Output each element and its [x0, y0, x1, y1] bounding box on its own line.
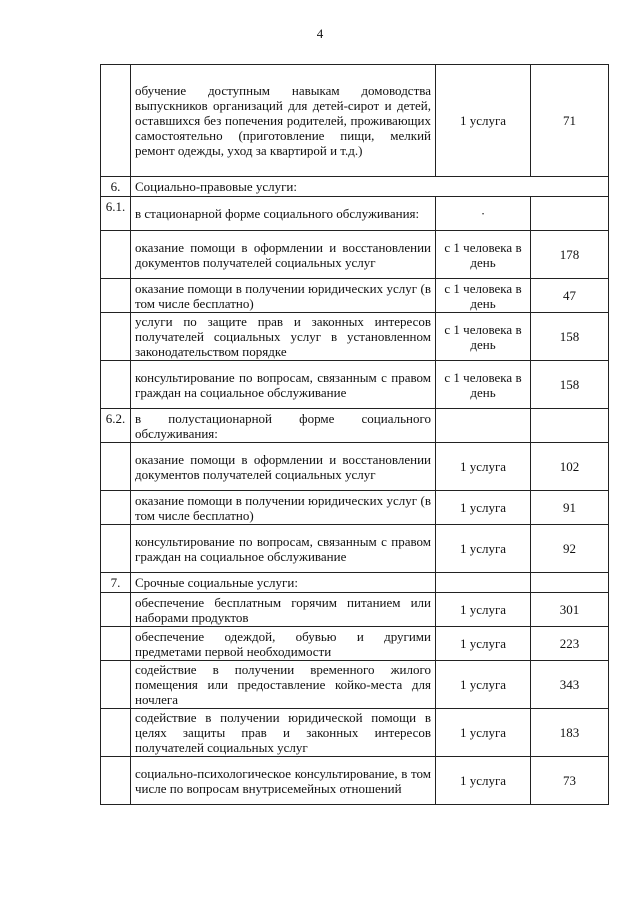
- table-row: [101, 661, 609, 709]
- service-unit: с 1 человека в день: [436, 313, 531, 361]
- row-number: 6.1.: [101, 197, 131, 231]
- row-number: [101, 443, 131, 491]
- service-price: 178: [531, 231, 609, 279]
- service-name: оказание помощи в получении юридических услуг (в том числе бесплатно): [131, 491, 436, 525]
- table-row: [101, 709, 609, 757]
- service-price: 91: [531, 491, 609, 525]
- service-name: оказание помощи в оформлении и восстановлении документов получателей социальных услуг: [131, 443, 436, 491]
- services-table: [100, 64, 609, 805]
- row-number: [101, 65, 131, 177]
- service-name: социально-психологическое консультирование, в том числе по вопросам внутрисемейных отношений: [131, 757, 436, 805]
- table-row: [101, 279, 609, 313]
- section-row: [101, 197, 609, 231]
- service-unit: с 1 человека в день: [436, 231, 531, 279]
- row-number: [101, 491, 131, 525]
- service-name: в полустационарной форме социального обслуживания:: [131, 409, 436, 443]
- service-name: обеспечение одеждой, обувью и другими предметами первой необходимости: [131, 627, 436, 661]
- service-price: 343: [531, 661, 609, 709]
- service-price: 102: [531, 443, 609, 491]
- page-number: 4: [316, 26, 324, 41]
- service-name: в стационарной форме социального обслуживания:: [131, 197, 436, 231]
- row-number: [101, 709, 131, 757]
- service-unit: 1 услуга: [436, 491, 531, 525]
- table-row: [101, 361, 609, 409]
- service-price: 223: [531, 627, 609, 661]
- service-name: консультирование по вопросам, связанным с правом граждан на социальное обслуживание: [131, 361, 436, 409]
- service-price: [531, 573, 609, 593]
- service-unit: 1 услуга: [436, 757, 531, 805]
- row-number: [101, 231, 131, 279]
- service-unit: 1 услуга: [436, 593, 531, 627]
- service-price: 183: [531, 709, 609, 757]
- service-price: 158: [531, 361, 609, 409]
- service-unit: 1 услуга: [436, 661, 531, 709]
- service-name: содействие в получении временного жилого помещения или предоставление койко-места для ночлега: [131, 661, 436, 709]
- row-number: [101, 661, 131, 709]
- service-price: [531, 197, 609, 231]
- service-unit: с 1 человека в день: [436, 279, 531, 313]
- table-row: [101, 757, 609, 805]
- service-name: оказание помощи в оформлении и восстановлении документов получателей социальных услуг: [131, 231, 436, 279]
- row-number: 6.2.: [101, 409, 131, 443]
- row-number: [101, 593, 131, 627]
- service-name: обеспечение бесплатным горячим питанием или наборами продуктов: [131, 593, 436, 627]
- section-row: [101, 573, 609, 593]
- service-unit: 1 услуга: [436, 443, 531, 491]
- service-price: 301: [531, 593, 609, 627]
- service-price: 71: [531, 65, 609, 177]
- service-price: [531, 409, 609, 443]
- table-row: [101, 443, 609, 491]
- row-number: [101, 313, 131, 361]
- service-unit: 1 услуга: [436, 525, 531, 573]
- service-unit: [436, 409, 531, 443]
- row-number: [101, 525, 131, 573]
- table-row: [101, 593, 609, 627]
- service-price: 47: [531, 279, 609, 313]
- service-price: 73: [531, 757, 609, 805]
- row-number: 7.: [101, 573, 131, 593]
- table-row: [101, 627, 609, 661]
- service-name: услуги по защите прав и законных интересов получателей социальных услуг в установленном законодательством порядке: [131, 313, 436, 361]
- table-row: [101, 313, 609, 361]
- section-row: [101, 177, 609, 197]
- row-number: [101, 361, 131, 409]
- service-unit: с 1 человека в день: [436, 361, 531, 409]
- service-name: обучение доступным навыкам домоводства выпускников организаций для детей-сирот и детей, оставшихся без попечения родителей, проживающих самостоятельно (приготовление пищи, мелкий ремонт одежды, уход за квартирой и т.д.): [131, 65, 436, 177]
- service-unit: 1 услуга: [436, 627, 531, 661]
- service-name: Срочные социальные услуги:: [131, 573, 436, 593]
- service-name: содействие в получении юридической помощи в целях защиты прав и законных интересов получателей социальных услуг: [131, 709, 436, 757]
- service-name: оказание помощи в получении юридических услуг (в том числе бесплатно): [131, 279, 436, 313]
- row-number: 6.: [101, 177, 131, 197]
- table-row: [101, 65, 609, 177]
- service-unit: 1 услуга: [436, 709, 531, 757]
- section-row: [101, 409, 609, 443]
- service-price: 158: [531, 313, 609, 361]
- row-number: [101, 279, 131, 313]
- table-row: [101, 525, 609, 573]
- table-row: [101, 231, 609, 279]
- service-unit: ·: [436, 197, 531, 231]
- row-number: [101, 627, 131, 661]
- service-price: 92: [531, 525, 609, 573]
- row-number: [101, 757, 131, 805]
- service-unit: [436, 573, 531, 593]
- service-name: консультирование по вопросам, связанным с правом граждан на социальное обслуживание: [131, 525, 436, 573]
- table-row: [101, 491, 609, 525]
- section-title: Социально-правовые услуги:: [131, 177, 609, 197]
- service-unit: 1 услуга: [436, 65, 531, 177]
